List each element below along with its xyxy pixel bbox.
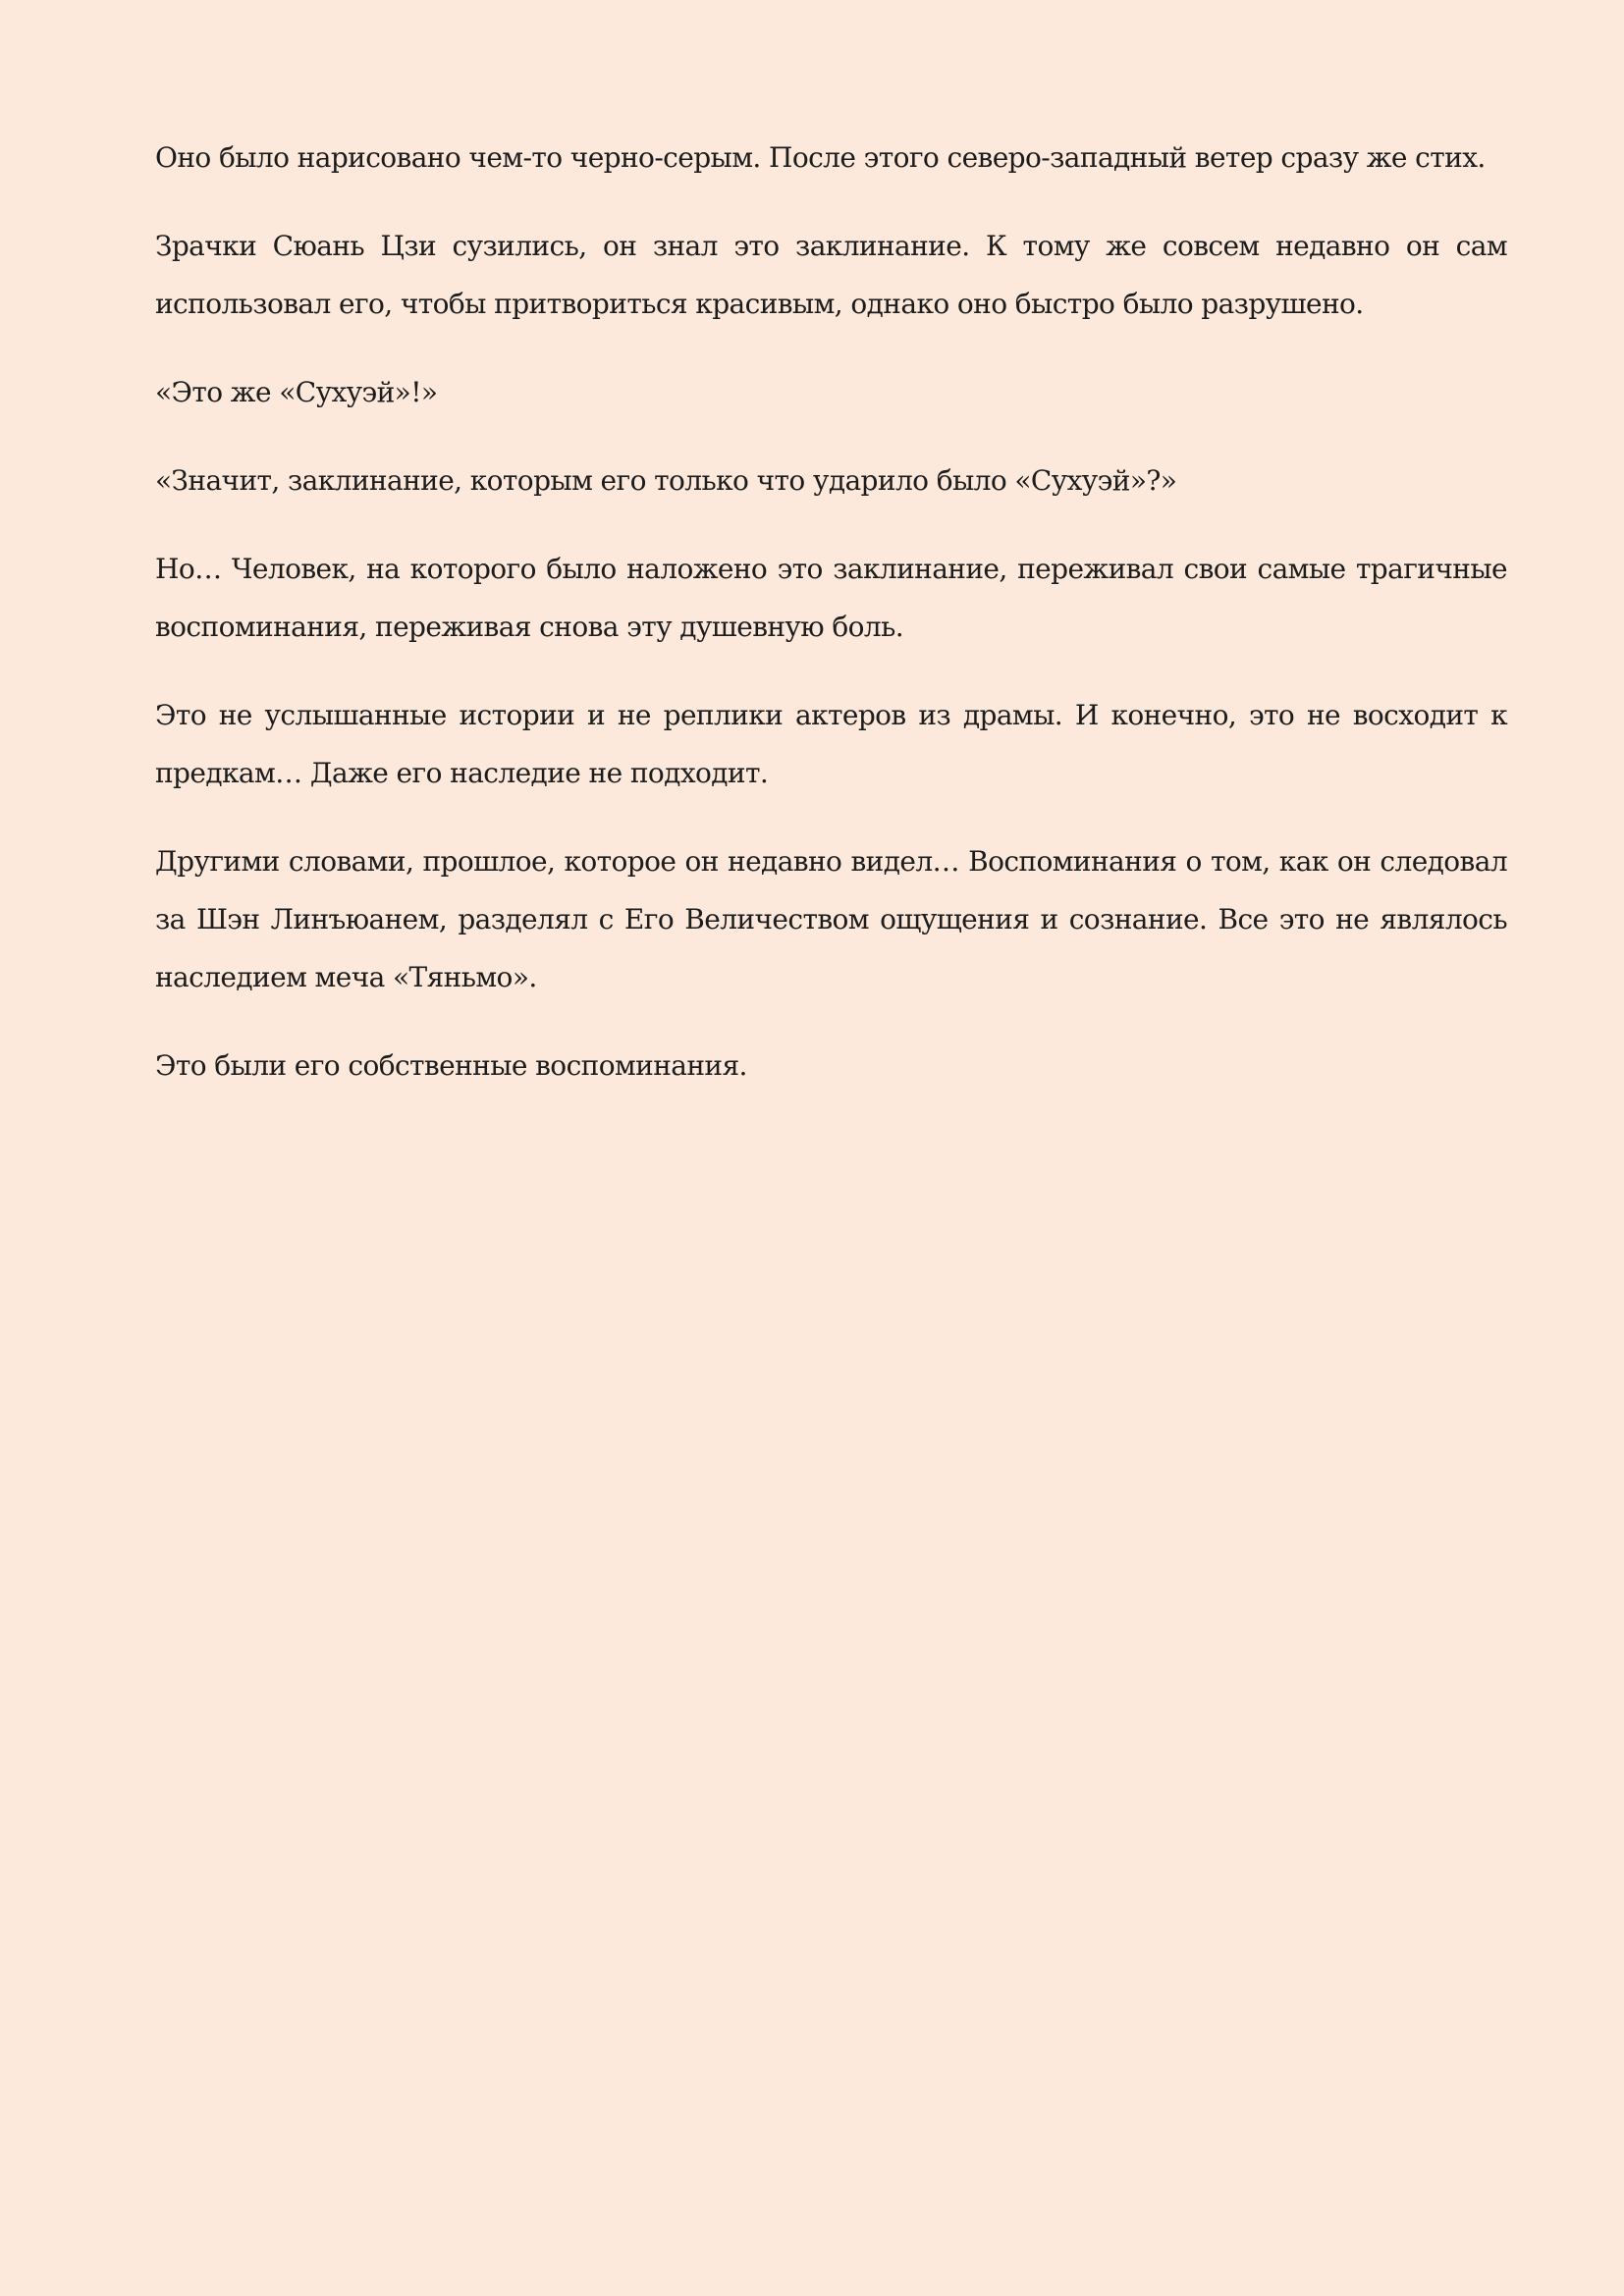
- paragraph-2: Зрачки Сюань Цзи сузились, он знал это заклинание. К тому же совсем недавно он сам использовал его, чтобы притвориться красивым, однако оно быстро было разрушено.: [155, 230, 1507, 320]
- paragraph-8: Это были его собственные воспоминания.: [155, 1049, 747, 1082]
- paragraph-1: Оно было нарисовано чем-то черно-серым. После этого северо-западный ветер сразу же стих.: [155, 141, 1486, 174]
- paragraph-3: «Это же «Сухуэй»!»: [155, 376, 438, 408]
- paragraph-6: Это не услышанные истории и не реплики актеров из драмы. И конечно, это не восходит к предкам… Даже его наследие не подходит.: [155, 699, 1507, 789]
- paragraph-4: «Значит, заклинание, которым его только что ударило было «Сухуэй»?»: [155, 464, 1177, 497]
- paragraph-5: Но… Человек, на которого было наложено это заклинание, переживал свои самые трагичные воспоминания, переживая снова эту душевную боль.: [155, 553, 1507, 643]
- paragraph-7: Другими словами, прошлое, которое он недавно видел… Воспоминания о том, как он следовал за Шэн Линъюанем, разделял с Его Величеством ощущения и сознание. Все это не являлось наследием меча «Тяньмо».: [155, 845, 1507, 993]
